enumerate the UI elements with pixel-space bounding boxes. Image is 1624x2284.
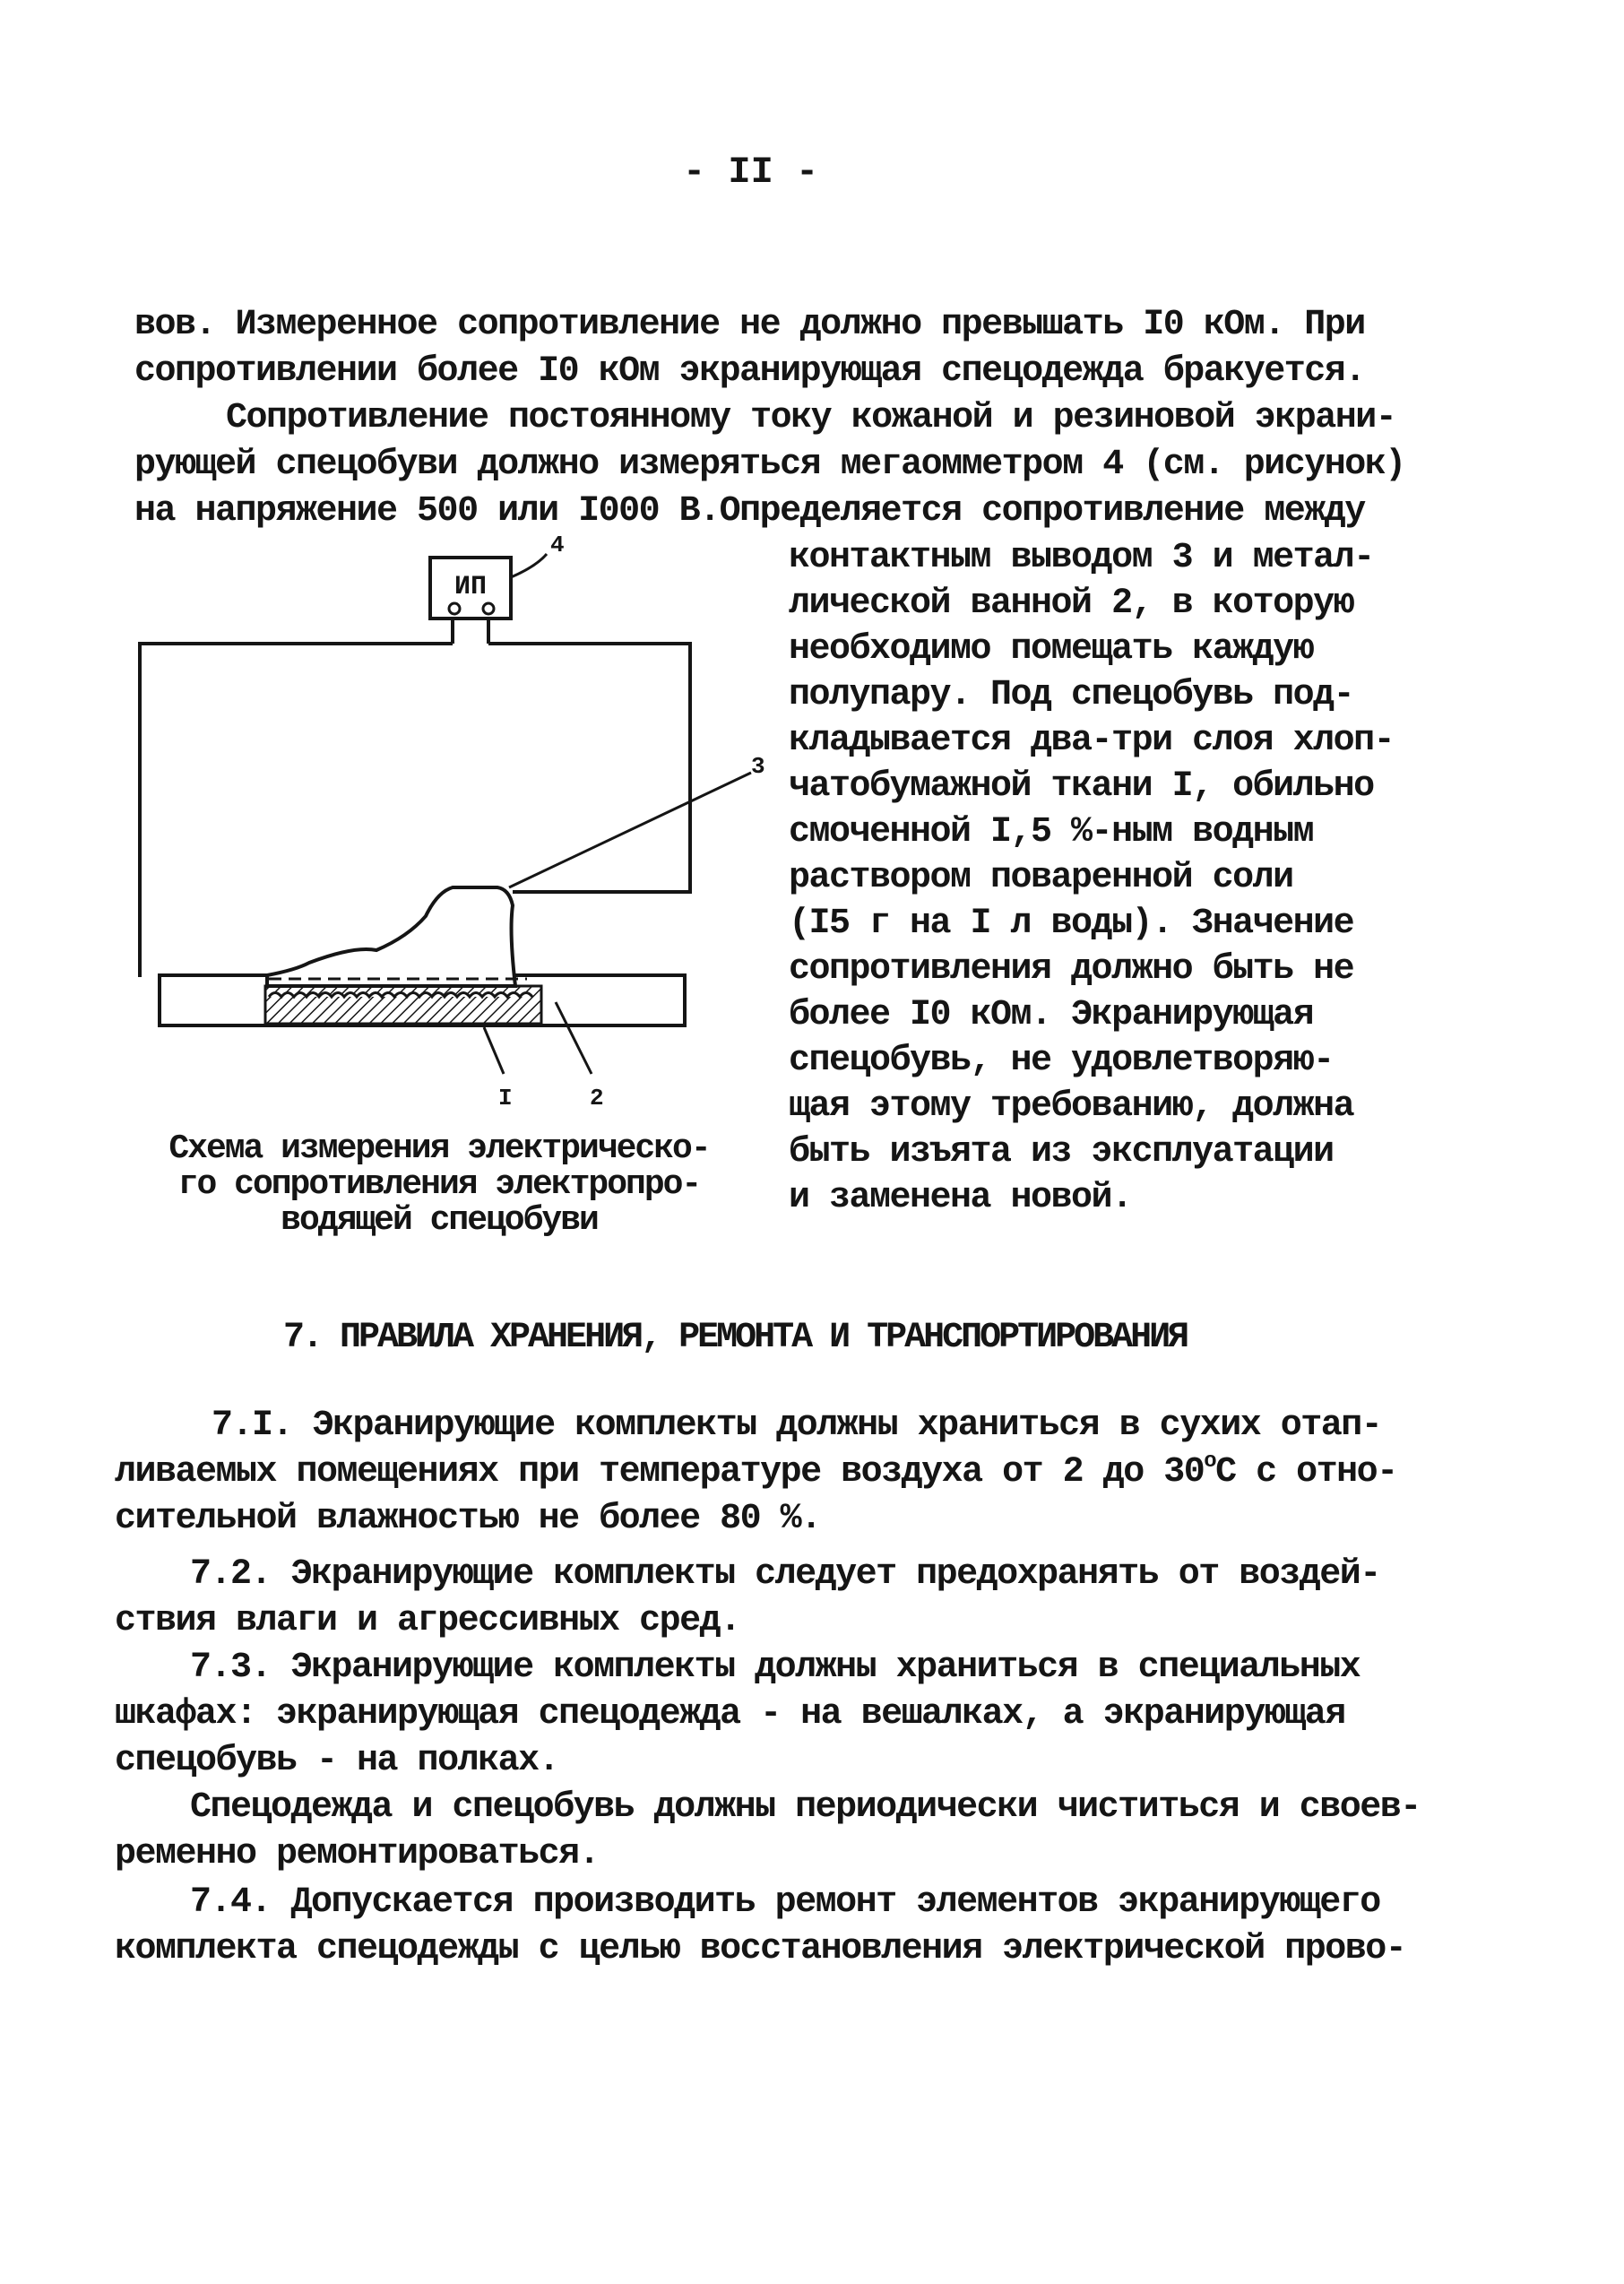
figure-caption [161,1131,717,1239]
side-line: полупару. Под спецобувь под- [789,675,1354,715]
intro-line: вов. Измеренное сопротивление не должно превышать I0 кОм. При [134,305,1365,345]
meter-label: ИП [454,572,488,602]
page-number: - II - [683,151,819,194]
degree-sign: о [1204,1449,1216,1474]
paragraph-line: 7.3. Экранирующие комплекты должны храниться в специальных [190,1648,1361,1688]
leader-line-2 [556,1002,592,1074]
intro-line: рующей спецобуви должно измеряться мегаомметром 4 (см. рисунок) [134,445,1405,485]
paragraph-line: ременно ремонтироваться. [115,1834,600,1874]
side-line: более I0 кОм. Экранирующая [789,995,1314,1035]
side-line: спецобувь, не удовлетворяю- [789,1041,1334,1081]
caption-line: го сопротивления электропро- [177,1165,701,1204]
side-line: необходимо помещать каждую [789,629,1314,670]
caption-line: Схема измерения электрическо- [168,1129,710,1168]
side-line: лической ванной 2, в которую [789,584,1354,624]
callout-3: 3 [751,753,765,780]
side-line: и заменена новой. [789,1178,1132,1218]
caption-line: водящей спецобуви [281,1201,598,1240]
paragraph-line: Спецодежда и спецобувь должны периодически чиститься и своев- [190,1787,1421,1828]
side-line: кладывается два-три слоя хлоп- [789,721,1395,761]
shoe [267,887,515,986]
paragraph-line: спецобувь - на полках. [115,1741,559,1781]
paragraph-line: шкафах: экранирующая спецодежда - на вешалках, а экранирующая [115,1694,1345,1735]
paragraph-line: комплекта спецодежды с целью восстановления электрической прово- [115,1929,1406,1969]
side-line: сопротивления должно быть не [789,949,1354,990]
intro-line: на напряжение 500 или I000 В.Определяется сопротивление между [134,491,1365,532]
side-line: щая этому требованию, должна [789,1086,1354,1127]
wire-right [488,644,690,892]
intro-line: Сопротивление постоянному току кожаной и резиновой экрани- [226,398,1396,438]
callout-1: I [498,1085,513,1112]
paragraph-line: 7.2. Экранирующие комплекты следует предохранять от воздей- [190,1554,1380,1595]
section-heading: 7. ПРАВИЛА ХРАНЕНИЯ, РЕМОНТА И ТРАНСПОРТИРОВАНИЯ [283,1318,1188,1358]
measurement-diagram [0,0,807,1168]
intro-line: сопротивлении более I0 кОм экранирующая спецодежда бракуется. [134,351,1365,392]
cloth-loops [269,993,532,998]
paragraph-7-1-line [115,1449,1397,1492]
meter-terminal [449,603,460,614]
paragraph-line: ствия влаги и агрессивных сред. [115,1601,740,1641]
side-line: быть изъята из эксплуатации [789,1132,1334,1172]
paragraph-line: 7.4. Допускается производить ремонт элементов экранирующего [190,1882,1380,1923]
meter-terminal [483,603,494,614]
leader-line-4 [511,554,547,577]
side-line: (I5 г на I л воды). Значение [789,904,1354,944]
leader-line-1 [484,1027,504,1074]
side-line: раствором поваренной соли [789,858,1293,898]
leader-line-3 [509,773,751,887]
paragraph-7-1-line: сительной влажностью не более 80 %. [115,1499,821,1539]
side-line: контактным выводом 3 и метал- [789,538,1374,578]
wire-left [140,644,453,977]
paragraph-text: С с отно- [1215,1452,1397,1492]
side-line: смоченной I,5 %-ным водным [789,812,1314,852]
paragraph-text: ливаемых помещениях при температуре воздуха от 2 до 30 [115,1452,1205,1492]
callout-4: 4 [550,532,565,558]
paragraph-7-1-line: 7.I. Экранирующие комплекты должны храниться в сухих отап- [212,1406,1382,1446]
callout-2: 2 [590,1085,604,1112]
side-line: чатобумажной ткани I, обильно [789,766,1374,807]
